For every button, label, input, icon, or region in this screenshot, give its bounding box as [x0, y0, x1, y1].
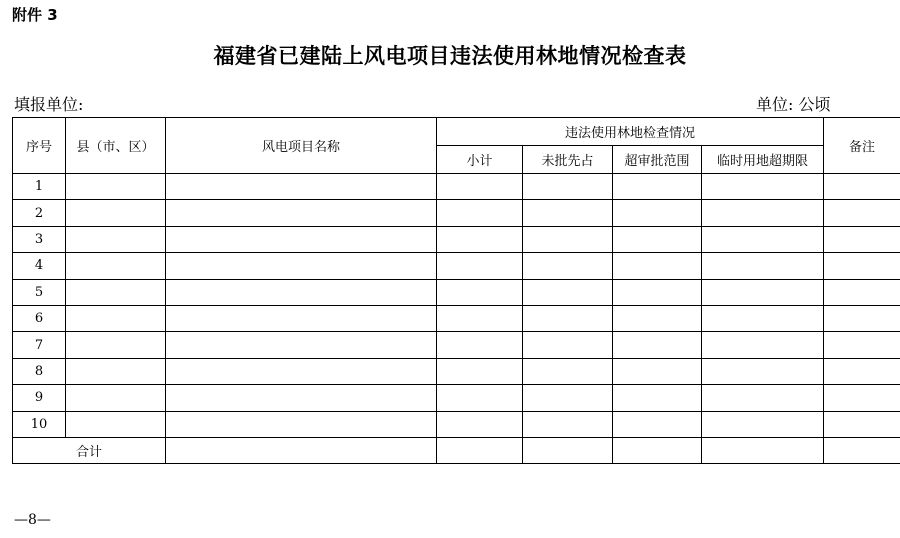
header-beyond-scope: 超审批范围 — [613, 146, 702, 174]
table-cell[interactable] — [824, 332, 900, 358]
table-cell[interactable] — [437, 279, 523, 305]
header-project-name: 风电项目名称 — [166, 118, 437, 174]
total-cell[interactable] — [613, 437, 702, 463]
total-cell[interactable] — [523, 437, 613, 463]
header-seq: 序号 — [13, 118, 66, 174]
table-row — [13, 305, 900, 331]
table-cell[interactable] — [66, 332, 166, 358]
row-number: 7 — [13, 332, 66, 358]
table-cell[interactable] — [613, 174, 702, 200]
table-cell[interactable] — [613, 279, 702, 305]
total-row — [13, 437, 900, 463]
table-cell[interactable] — [166, 358, 437, 384]
table-cell[interactable] — [824, 174, 900, 200]
table-cell[interactable] — [437, 411, 523, 437]
header-county: 县（市、区） — [66, 118, 166, 174]
table-cell[interactable] — [437, 332, 523, 358]
table-cell[interactable] — [66, 305, 166, 331]
table-cell[interactable] — [166, 200, 437, 226]
table-cell[interactable] — [437, 305, 523, 331]
table-cell[interactable] — [66, 200, 166, 226]
table-cell[interactable] — [824, 305, 900, 331]
table-cell[interactable] — [166, 174, 437, 200]
table-cell[interactable] — [702, 332, 824, 358]
header-unapproved: 未批先占 — [523, 146, 613, 174]
table-cell[interactable] — [824, 253, 900, 279]
table-row — [13, 253, 900, 279]
table-cell[interactable] — [523, 385, 613, 411]
total-cell[interactable] — [437, 437, 523, 463]
header-subtotal: 小计 — [437, 146, 523, 174]
table-body — [13, 174, 900, 438]
table-row — [13, 332, 900, 358]
table-row — [13, 358, 900, 384]
table-cell[interactable] — [523, 200, 613, 226]
table-cell[interactable] — [523, 411, 613, 437]
total-cell[interactable] — [824, 437, 900, 463]
table-cell[interactable] — [702, 411, 824, 437]
total-label: 合计 — [13, 437, 166, 463]
row-number: 10 — [13, 411, 66, 437]
table-cell[interactable] — [613, 385, 702, 411]
table-cell[interactable] — [702, 279, 824, 305]
table-cell[interactable] — [613, 226, 702, 252]
table-cell[interactable] — [824, 411, 900, 437]
table-cell[interactable] — [523, 253, 613, 279]
row-number: 9 — [13, 385, 66, 411]
unit-label: 单位: 公顷 — [756, 95, 831, 114]
table-cell[interactable] — [613, 332, 702, 358]
table-cell[interactable] — [523, 332, 613, 358]
table-row — [13, 385, 900, 411]
table-cell[interactable] — [824, 279, 900, 305]
table-cell[interactable] — [702, 253, 824, 279]
table-cell[interactable] — [613, 305, 702, 331]
table-cell[interactable] — [66, 174, 166, 200]
table-cell[interactable] — [824, 200, 900, 226]
row-number: 4 — [13, 253, 66, 279]
fill-unit-label: 填报单位: — [14, 95, 84, 114]
table-cell[interactable] — [523, 226, 613, 252]
table-cell[interactable] — [613, 200, 702, 226]
table-cell[interactable] — [437, 174, 523, 200]
table-cell[interactable] — [613, 411, 702, 437]
table-cell[interactable] — [824, 358, 900, 384]
table-cell[interactable] — [702, 385, 824, 411]
total-cell[interactable] — [166, 437, 437, 463]
header-temp-overdue: 临时用地超期限 — [702, 146, 824, 174]
table-cell[interactable] — [702, 305, 824, 331]
table-cell[interactable] — [66, 279, 166, 305]
table-cell[interactable] — [437, 200, 523, 226]
table-cell[interactable] — [66, 226, 166, 252]
row-number: 3 — [13, 226, 66, 252]
table-row — [13, 200, 900, 226]
table-cell[interactable] — [702, 358, 824, 384]
header-row-1 — [13, 118, 900, 146]
table-cell[interactable] — [66, 411, 166, 437]
table-cell[interactable] — [66, 385, 166, 411]
table-cell[interactable] — [523, 279, 613, 305]
inspection-table — [12, 117, 900, 464]
header-remarks: 备注 — [824, 118, 900, 174]
table-cell[interactable] — [523, 174, 613, 200]
table-cell[interactable] — [166, 332, 437, 358]
row-number: 5 — [13, 279, 66, 305]
table-cell[interactable] — [437, 385, 523, 411]
row-number: 2 — [13, 200, 66, 226]
table-cell[interactable] — [702, 200, 824, 226]
table-cell[interactable] — [824, 226, 900, 252]
table-cell[interactable] — [523, 305, 613, 331]
table-cell[interactable] — [166, 305, 437, 331]
table-cell[interactable] — [702, 226, 824, 252]
table-cell[interactable] — [166, 411, 437, 437]
total-cell[interactable] — [702, 437, 824, 463]
table-cell[interactable] — [166, 253, 437, 279]
table-cell[interactable] — [166, 279, 437, 305]
row-number: 6 — [13, 305, 66, 331]
table-cell[interactable] — [437, 358, 523, 384]
table-cell[interactable] — [437, 226, 523, 252]
header-inspection-group: 违法使用林地检查情况 — [437, 118, 824, 146]
table-cell[interactable] — [166, 226, 437, 252]
table-row — [13, 174, 900, 200]
attachment-label: 附件 3 — [12, 6, 58, 24]
table-row — [13, 226, 900, 252]
table-cell[interactable] — [66, 358, 166, 384]
page-title: 福建省已建陆上风电项目违法使用林地情况检查表 — [213, 43, 687, 68]
table-cell[interactable] — [702, 174, 824, 200]
page-number: —8— — [14, 512, 51, 528]
table-cell[interactable] — [166, 385, 437, 411]
table-cell[interactable] — [523, 358, 613, 384]
table-cell[interactable] — [613, 253, 702, 279]
table-cell[interactable] — [437, 253, 523, 279]
row-number: 8 — [13, 358, 66, 384]
table-cell[interactable] — [613, 358, 702, 384]
table-row — [13, 279, 900, 305]
row-number: 1 — [13, 174, 66, 200]
table-cell[interactable] — [66, 253, 166, 279]
table-cell[interactable] — [824, 385, 900, 411]
table-row — [13, 411, 900, 437]
